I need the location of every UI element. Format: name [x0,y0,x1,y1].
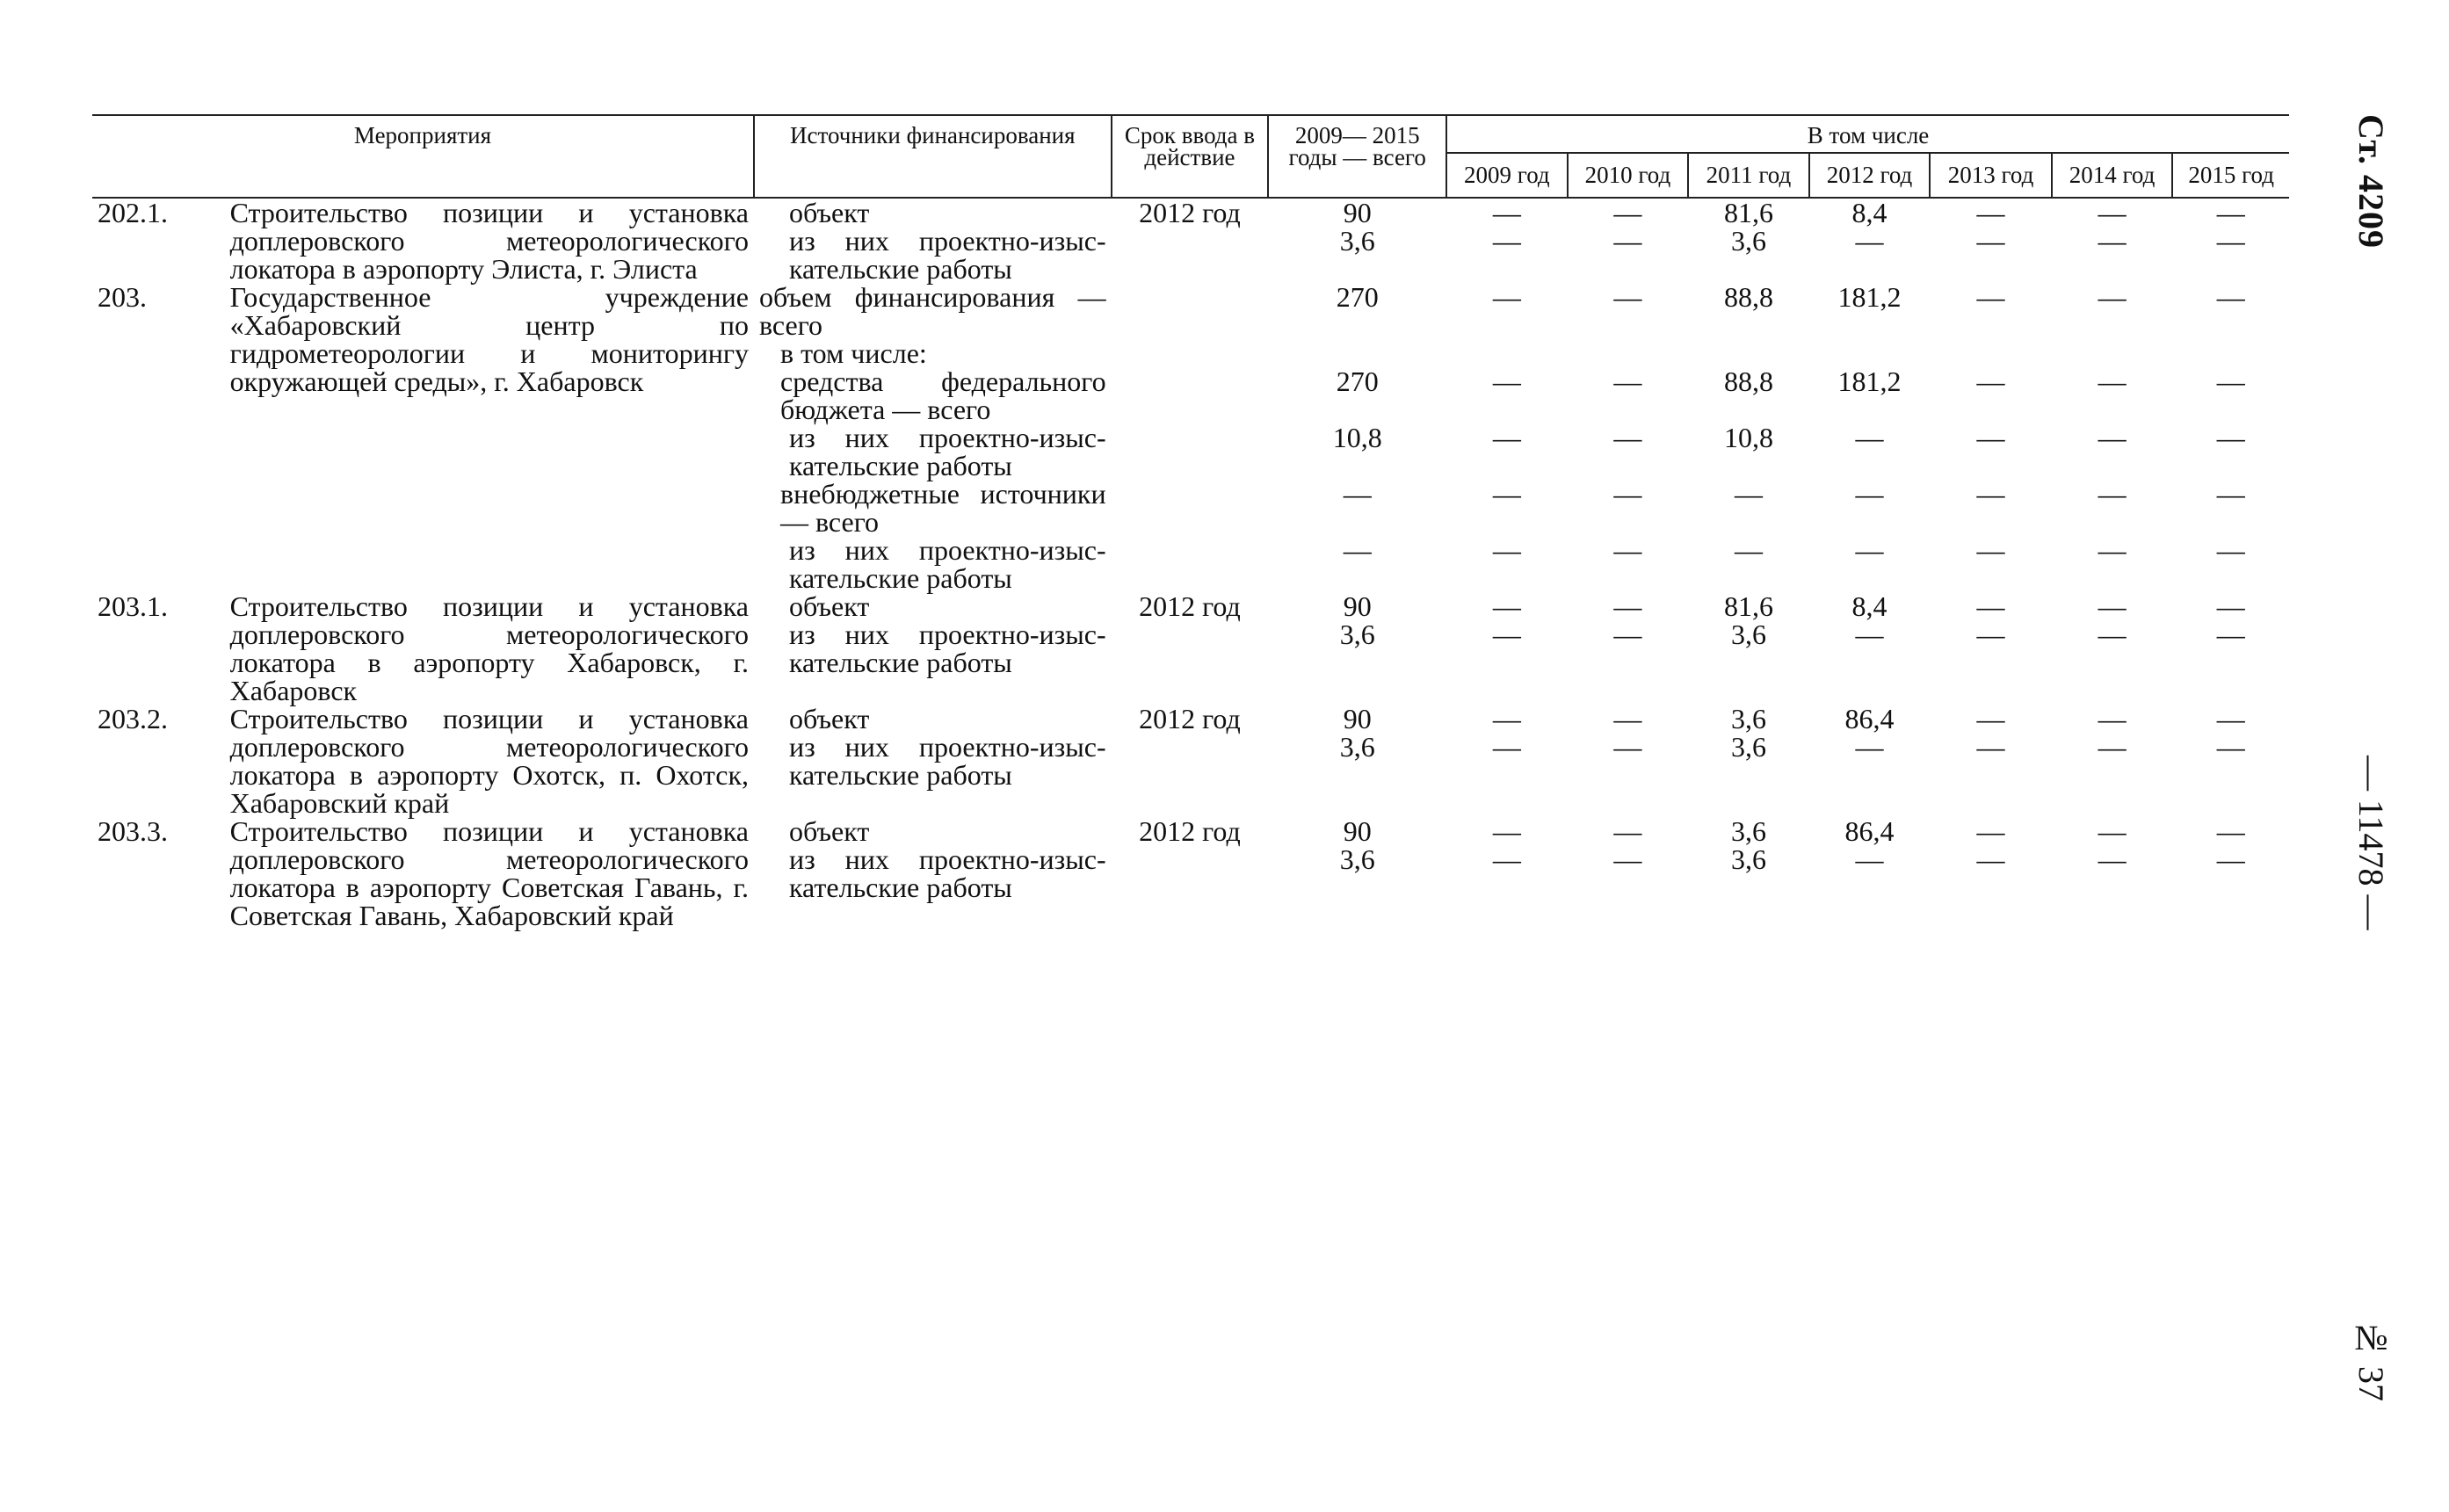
row-year-value: — [1613,365,1642,397]
row-year-value: — [2216,225,2245,257]
row-year-value: — [1734,534,1763,566]
row-total: 270 [1336,281,1379,313]
row-year-value: — [1492,731,1521,763]
header-year: 2013 год [1930,153,2052,198]
row-source: из них проектно-изыс- кательские работы [788,843,1106,903]
row-term: 2012 год [1139,815,1241,847]
row-year-value: — [2216,478,2245,510]
header-year: 2012 год [1809,153,1931,198]
row-year-value: — [1855,619,1884,650]
table-header [92,115,2289,198]
row-year-value: 10,8 [1723,422,1773,453]
row-year-value: — [1976,281,2005,313]
header-source: Источники финансирования [754,115,1112,198]
row-year-value: — [2098,197,2127,228]
header-year: 2015 год [2172,153,2289,198]
row-year-value: — [1492,422,1521,453]
row-year-value: — [2216,281,2245,313]
row-year-value: 81,6 [1723,197,1773,228]
row-year-value: — [1613,534,1642,566]
row-total: — [1343,534,1372,566]
row-year-value: — [1613,478,1642,510]
row-source: из них проектно-изыс- кательские работы [788,225,1106,285]
row-year-value: — [1976,731,2005,763]
row-term [1112,423,1269,480]
row-year-value [1809,339,1931,367]
table-body [92,198,2289,958]
financing-table [92,114,2289,958]
row-year-value: — [1976,815,2005,847]
row-year-value: — [1492,197,1521,228]
row-activity: Строительство позиции и установка доплеровского метеорологического локатора в аэропорту Элиста, г. Элиста [229,197,749,285]
row-source: объект [788,197,870,228]
row-year-value: — [1976,365,2005,397]
row-year-value: — [2216,703,2245,734]
row-year-value: — [1976,703,2005,734]
row-year-value: 3,6 [1730,619,1766,650]
row-year-value: — [1613,281,1642,313]
row-source: из них проектно-изыс- кательские работы [788,619,1106,678]
table-row [92,705,2289,733]
row-source: объект [788,703,870,734]
row-number: 203. [98,281,147,313]
page-article-label: Ст. 4209 [2351,114,2391,249]
row-year-value [2172,339,2289,367]
row-term [1112,227,1269,283]
row-year-value: — [1976,478,2005,510]
row-term [1112,536,1269,592]
row-source: из них проектно-изыс- кательские работы [788,731,1106,791]
row-year-value: 86,4 [1844,703,1895,734]
row-year-value: — [1976,590,2005,622]
row-total: 90 [1343,815,1372,847]
row-year-value: — [2216,534,2245,566]
header-year: 2009 год [1446,153,1568,198]
row-total: 90 [1343,197,1372,228]
row-year-value: — [2216,843,2245,875]
row-year-value: 3,6 [1730,703,1766,734]
row-term: 2012 год [1139,197,1241,228]
row-term [1112,733,1269,817]
row-number: 202.1. [98,197,168,228]
table-row [92,198,2289,227]
row-year-value: — [2216,590,2245,622]
row-activity: Строительство позиции и установка доплеровского метеорологического локатора в аэропорту Хабаровск, г. Хабаровск [229,590,749,706]
row-year-value [2052,339,2173,367]
row-source: в том числе: [779,337,927,369]
row-total: 90 [1343,703,1372,734]
row-year-value: — [1976,197,2005,228]
row-activity: Строительство позиции и установка доплеровского метеорологического локатора в аэропорту Советская Гавань, г. Советская Гавань, Хабаровский край [229,815,749,931]
row-year-value: — [2098,815,2127,847]
row-year-value: — [1613,225,1642,257]
header-year: 2014 год [2052,153,2173,198]
row-term [1112,339,1269,367]
row-year-value: — [1976,225,2005,257]
row-year-value: — [1492,703,1521,734]
row-year-value: — [1492,590,1521,622]
header-activity: Мероприятия [92,115,754,198]
row-year-value: — [2098,478,2127,510]
row-year-value: — [2216,422,2245,453]
row-year-value: — [1492,815,1521,847]
row-year-value: — [1492,478,1521,510]
table-row [92,817,2289,845]
row-year-value: — [1976,534,2005,566]
row-year-value: — [1492,365,1521,397]
row-year-value: — [1613,197,1642,228]
row-source: объект [788,590,870,622]
header-including: В том числе [1446,115,2289,153]
row-year-value: — [1492,619,1521,650]
row-year-value: 3,6 [1730,815,1766,847]
row-year-value: 81,6 [1723,590,1773,622]
row-year-value: — [1613,703,1642,734]
row-year-value: — [2098,281,2127,313]
row-year-value: 181,2 [1837,365,1902,397]
row-year-value [1930,339,2052,367]
row-year-value: — [2098,703,2127,734]
row-year-value: — [1613,815,1642,847]
row-year-value: — [1492,281,1521,313]
document-page-number: — 11478 — [2351,756,2391,930]
row-year-value: 3,6 [1730,225,1766,257]
row-year-value: — [1976,843,2005,875]
row-year-value: — [2098,422,2127,453]
row-year-value: — [1855,422,1884,453]
header-year: 2011 год [1688,153,1809,198]
row-year-value: 8,4 [1851,197,1887,228]
row-activity: Строительство позиции и установка доплеровского метеорологического локатора в аэропорту Охотск, п. Охотск, Хабаровский край [229,703,749,819]
row-total: 3,6 [1339,731,1375,763]
row-year-value: — [1855,534,1884,566]
row-year-value: — [1855,478,1884,510]
row-number: 203.1. [98,590,168,622]
row-year-value: — [1613,619,1642,650]
row-year-value: — [1492,534,1521,566]
row-term [1112,480,1269,536]
row-year-value: — [1613,590,1642,622]
row-year-value [1568,339,1689,367]
header-term: Срок ввода в действие [1112,115,1269,198]
row-year-value: — [2098,731,2127,763]
row-total: 270 [1336,365,1379,397]
row-year-value: 8,4 [1851,590,1887,622]
row-source: из них проектно-изыс- кательские работы [788,534,1106,594]
row-year-value: — [1613,422,1642,453]
row-year-value: — [1613,731,1642,763]
row-year-value: — [1613,843,1642,875]
row-year-value: 86,4 [1844,815,1895,847]
row-total: 3,6 [1339,843,1375,875]
row-year-value: — [2216,619,2245,650]
row-year-value [1688,339,1809,367]
row-year-value: 3,6 [1730,843,1766,875]
row-year-value [1446,339,1568,367]
row-total: 90 [1343,590,1372,622]
row-term [1112,283,1269,339]
table-row [92,283,2289,339]
row-total: 3,6 [1339,225,1375,257]
row-term: 2012 год [1139,703,1241,734]
row-total [1268,339,1446,367]
row-term [1112,620,1269,705]
row-year-value: — [1976,619,2005,650]
row-year-value: — [1976,422,2005,453]
row-total: 10,8 [1332,422,1382,453]
row-term [1112,845,1269,958]
row-year-value: 88,8 [1723,365,1773,397]
row-year-value: — [2098,843,2127,875]
row-source: объем финансирования — всего [758,281,1106,341]
row-term: 2012 год [1139,590,1241,622]
row-year-value: — [1855,843,1884,875]
header-year: 2010 год [1568,153,1689,198]
row-source: внебюджетные источники — всего [779,478,1106,538]
row-year-value: — [2098,225,2127,257]
row-number: 203.2. [98,703,168,734]
row-year-value: — [2098,534,2127,566]
row-year-value: — [2216,815,2245,847]
row-year-value: — [2216,365,2245,397]
row-year-value: 3,6 [1730,731,1766,763]
row-source: средства федерального бюджета — всего [779,365,1106,425]
row-year-value: 88,8 [1723,281,1773,313]
row-total: 3,6 [1339,619,1375,650]
row-source: из них проектно-изыс- кательские работы [788,422,1106,481]
row-year-value: — [1855,731,1884,763]
row-year-value: — [2098,619,2127,650]
row-number: 203.3. [98,815,168,847]
issue-number: № 37 [2351,1318,2391,1401]
row-year-value: — [1734,478,1763,510]
row-year-value: — [1492,225,1521,257]
row-year-value: — [1855,225,1884,257]
header-total: 2009— 2015 годы — всего [1268,115,1446,198]
row-year-value: — [2216,197,2245,228]
row-year-value: — [2216,731,2245,763]
row-activity: Государственное учреждение «Хабаровский центр по гидрометеорологии и мониторингу окружающей среды», г. Хабаровск [229,281,749,397]
row-year-value: 181,2 [1837,281,1902,313]
row-year-value: — [2098,365,2127,397]
table-row [92,592,2289,620]
row-year-value: — [2098,590,2127,622]
row-total: — [1343,478,1372,510]
row-source: объект [788,815,870,847]
document-table-wrapper [92,114,2289,958]
row-term [1112,367,1269,423]
row-year-value: — [1492,843,1521,875]
